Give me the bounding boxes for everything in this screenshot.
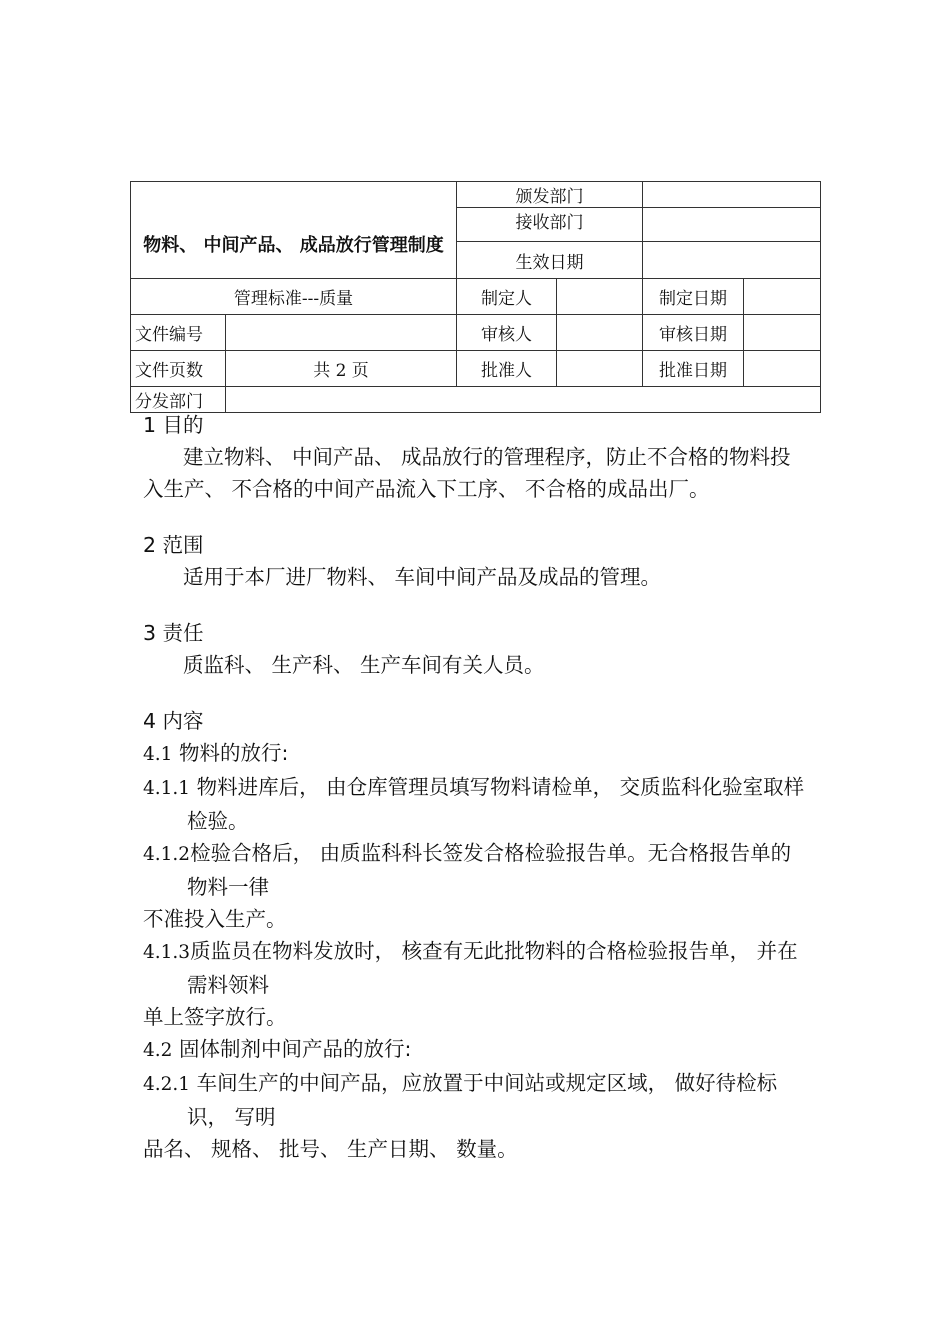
clause-text: 检验合格后， 由质监科科长签发合格检验报告单。无合格报告单的物料一律: [187, 841, 792, 899]
receive-dept-label: 接收部门: [457, 208, 643, 242]
section-heading-responsibility: 3 责任: [143, 621, 204, 645]
effective-date-label: 生效日期: [457, 242, 643, 279]
clause-text: 车间生产的中间产品，应放置于中间站或规定区域， 做好待检标识， 写明: [187, 1071, 778, 1129]
category-label: 管理标准---质量: [131, 279, 457, 315]
clause-4-1-2: [143, 837, 808, 903]
receive-dept-value: [643, 208, 821, 242]
issue-dept-value: [643, 182, 821, 208]
issue-dept-label: 颁发部门: [457, 182, 643, 208]
section-heading-purpose: 1 目的: [143, 413, 204, 437]
clause-text: 固体制剂中间产品的放行:: [172, 1037, 412, 1061]
clause-4-1-2-continuation: 不准投入生产。: [143, 907, 287, 931]
clause-number: 4.1.3: [143, 942, 191, 963]
effective-date-value: [643, 242, 821, 279]
prepared-by-value: [557, 279, 643, 315]
prepared-date-label: 制定日期: [643, 279, 744, 315]
clause-number: 4.2.1: [143, 1074, 191, 1095]
clause-text: 物料的放行:: [172, 741, 289, 765]
section-body-scope: 适用于本厂进厂物料、 车间中间产品及成品的管理。: [183, 565, 662, 589]
document-header-table: [130, 181, 821, 413]
approved-date-label: 批准日期: [643, 351, 744, 387]
clause-4-2: [143, 1033, 808, 1067]
clause-4-2-1-continuation: 品名、 规格、 批号、 生产日期、 数量。: [143, 1137, 518, 1161]
distribution-label: 分发部门: [131, 387, 226, 413]
section-heading-scope: 2 范围: [143, 533, 204, 557]
prepared-date-value: [744, 279, 821, 315]
reviewed-by-value: [557, 315, 643, 351]
clause-4-1-1: [143, 771, 808, 837]
approved-by-value: [557, 351, 643, 387]
clause-4-1: [143, 737, 808, 771]
clause-4-2-1: [143, 1067, 808, 1133]
doc-no-value: [226, 315, 457, 351]
page-count-value: 共 2 页: [226, 351, 457, 387]
clause-4-1-3-continuation: 单上签字放行。: [143, 1005, 287, 1029]
section-body-purpose: 建立物料、 中间产品、 成品放行的管理程序，防止不合格的物料投入生产、 不合格的中间产品流入下工序、 不合格的成品出厂。: [143, 445, 791, 501]
clause-4-1-3: [143, 935, 808, 1001]
section-heading-content: 4 内容: [143, 709, 204, 733]
page-count-label: 文件页数: [131, 351, 226, 387]
reviewed-date-value: [744, 315, 821, 351]
document-title: 物料、 中间产品、 成品放行管理制度: [131, 228, 457, 265]
approved-by-label: 批准人: [457, 351, 557, 387]
clause-text: 质监员在物料发放时， 核查有无此批物料的合格检验报告单， 并在需料领料: [187, 939, 798, 997]
prepared-by-label: 制定人: [457, 279, 557, 315]
reviewed-by-label: 审核人: [457, 315, 557, 351]
reviewed-date-label: 审核日期: [643, 315, 744, 351]
clause-number: 4.1: [143, 744, 173, 765]
clause-number: 4.2: [143, 1040, 173, 1061]
section-body-responsibility: 质监科、 生产科、 生产车间有关人员。: [183, 653, 545, 677]
approved-date-value: [744, 351, 821, 387]
doc-no-label: 文件编号: [131, 315, 226, 351]
clause-number: 4.1.1: [143, 778, 191, 799]
clause-number: 4.1.2: [143, 844, 191, 865]
document-body: [143, 409, 808, 1165]
clause-text: 物料进库后， 由仓库管理员填写物料请检单， 交质监科化验室取样检验。: [187, 775, 805, 833]
